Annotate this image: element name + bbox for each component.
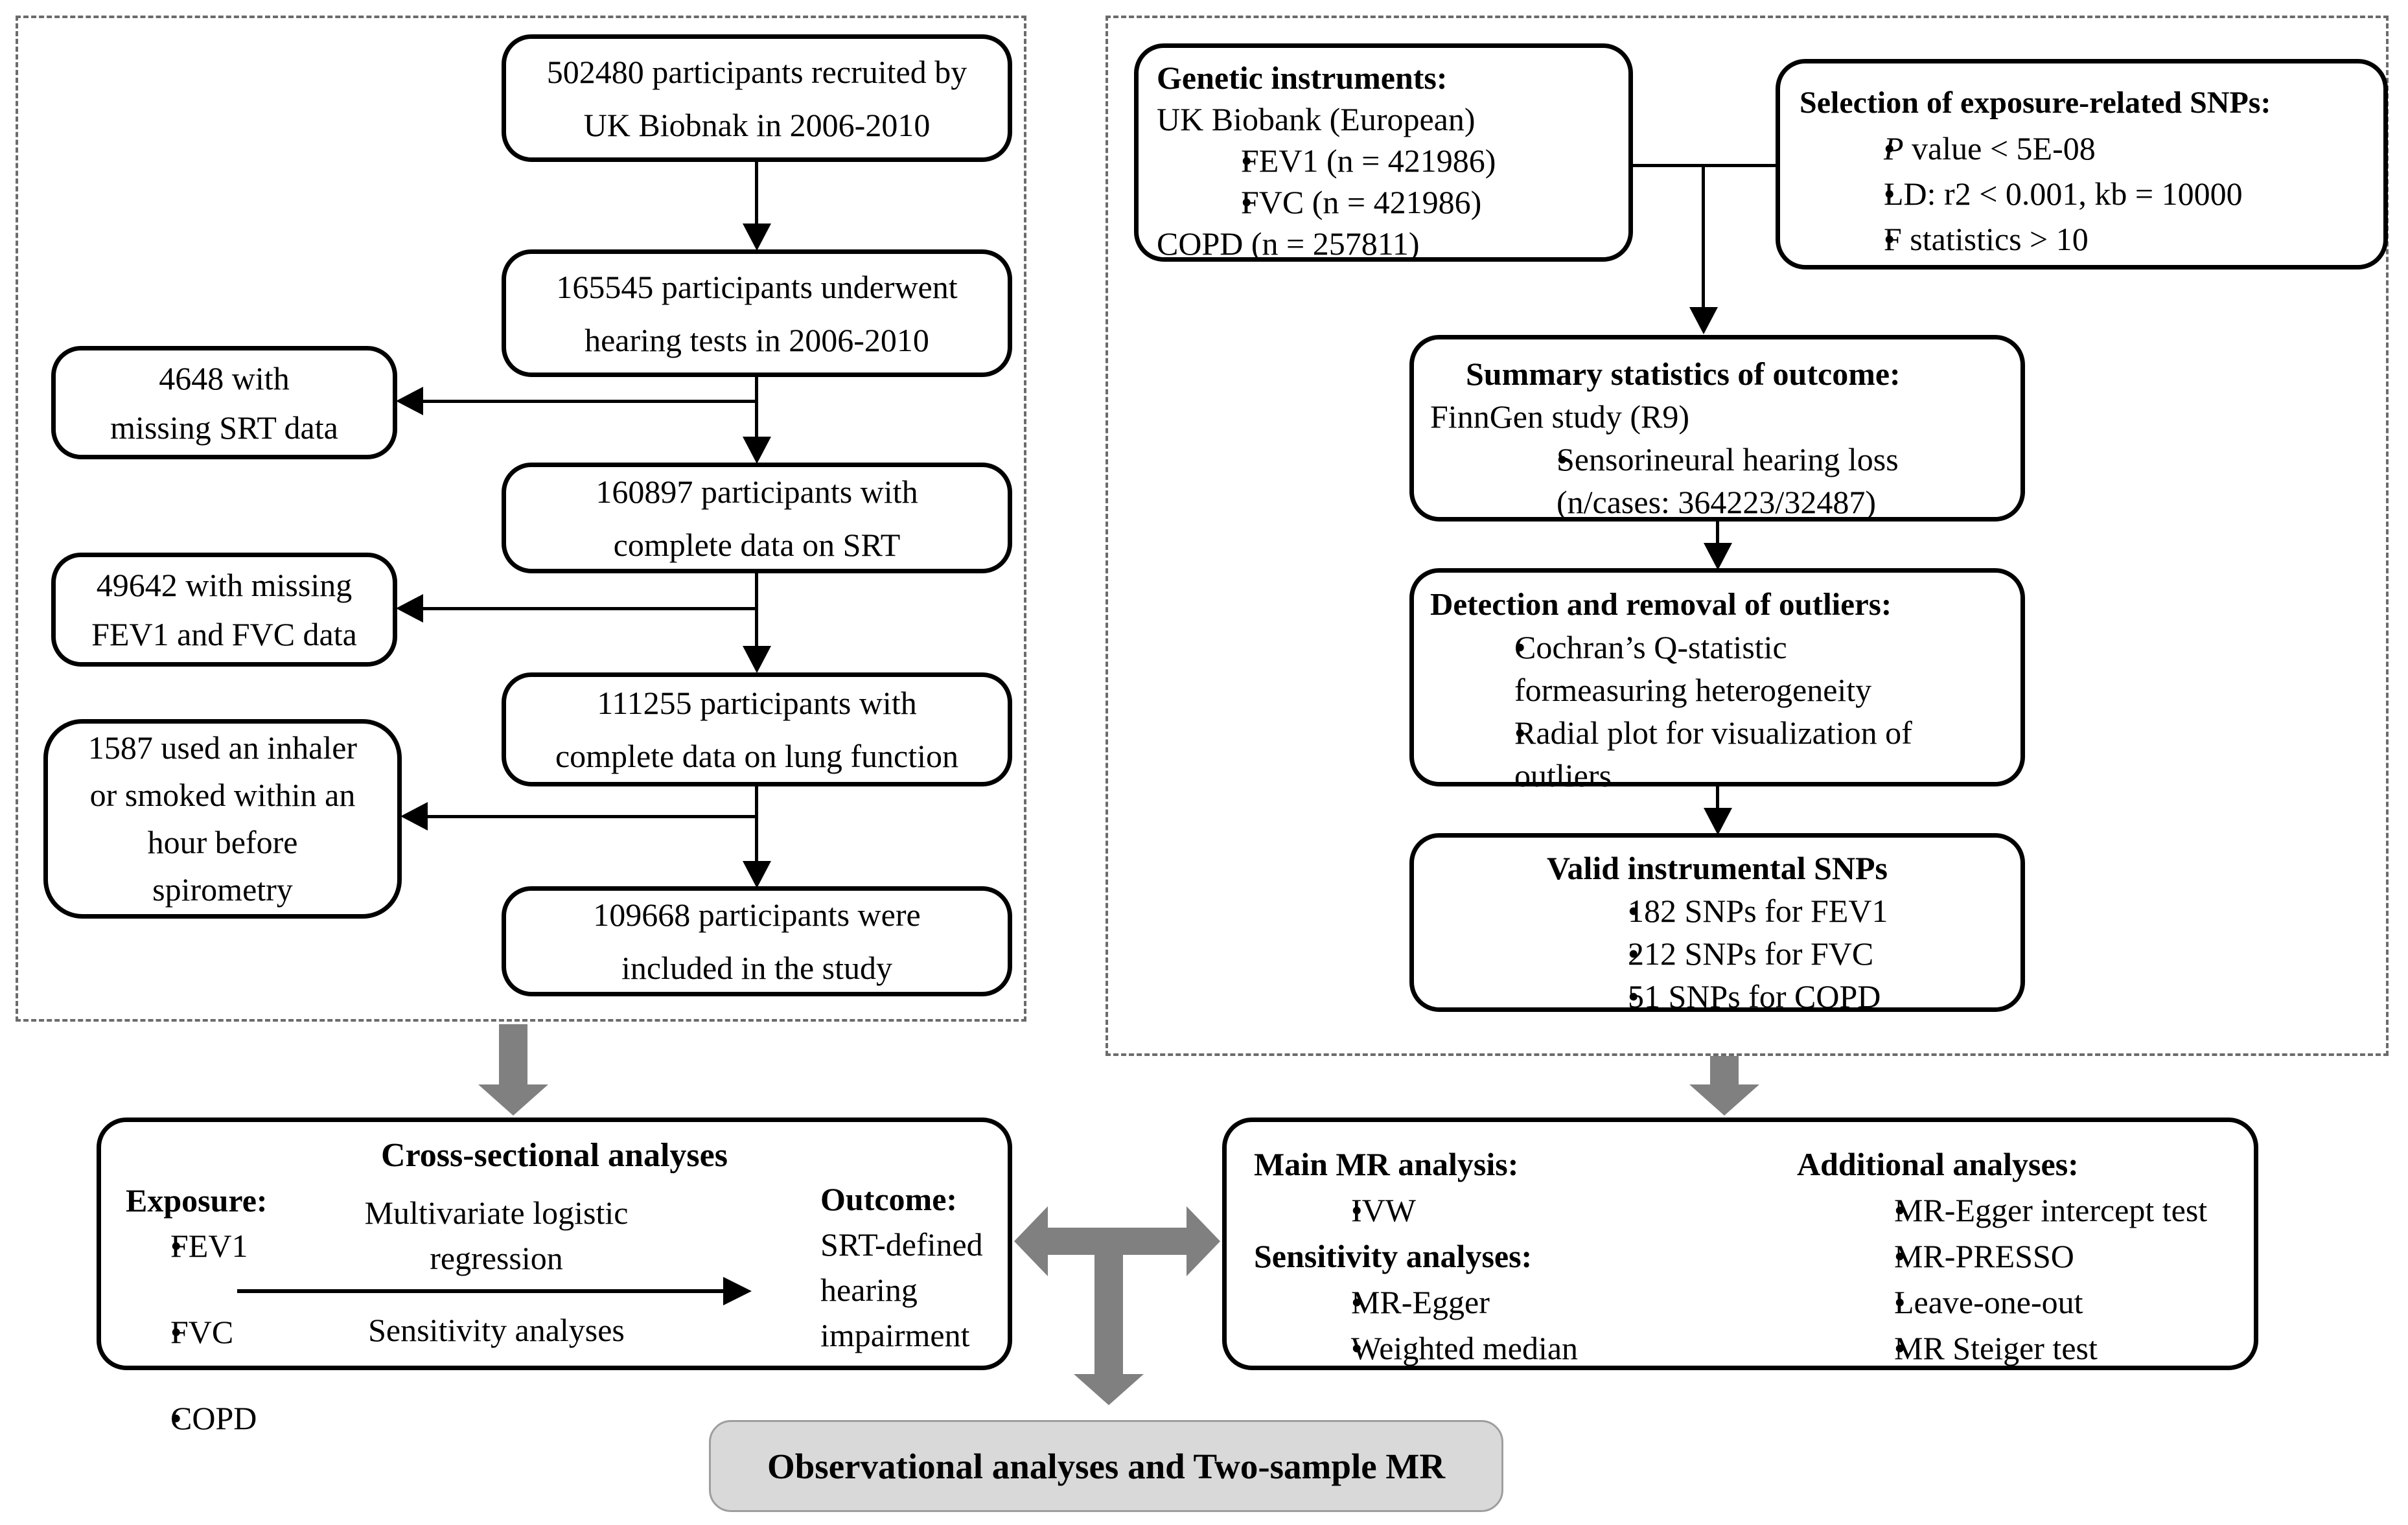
snp-selection-box xyxy=(1776,59,2388,269)
flow-box-recruited xyxy=(502,34,1012,162)
cross-sectional-title: Cross-sectional analyses xyxy=(381,1137,728,1174)
outlier-bullet-cochran-line2: formeasuring heterogeneity xyxy=(1514,672,1872,708)
connector-line xyxy=(755,786,758,863)
mr-right-column xyxy=(1797,1141,2207,1371)
outcome-summary-title: Summary statistics of outcome: xyxy=(1466,356,1901,392)
exclusion-text: spirometry xyxy=(152,871,293,908)
exclusion-text: 49642 with missing xyxy=(96,567,353,603)
connector-line xyxy=(422,607,757,610)
exposure-item-copd: • COPD xyxy=(130,1399,1037,1437)
flow-box-text: 111255 participants with xyxy=(597,685,917,721)
connector-line xyxy=(755,162,758,227)
outlier-bullet-radial: • Radial plot for visualization of xyxy=(1430,711,2020,754)
outcome-line1: SRT-defined xyxy=(820,1226,983,1263)
regression-label: Multivariate logistic regression xyxy=(364,1195,629,1276)
down-arrow-icon xyxy=(743,861,771,888)
valid-bullet-fev1: • 182 SNPs for FEV1 xyxy=(1569,889,2020,932)
gray-down-arrow-stem xyxy=(499,1024,527,1085)
flow-box-text: complete data on lung function xyxy=(555,738,959,774)
mr-bullet-steiger: • MR Steiger test xyxy=(1797,1325,2207,1371)
gray-down-arrow-icon xyxy=(1689,1084,1759,1116)
cross-sectional-box xyxy=(97,1118,1012,1436)
flow-box-text: 165545 participants underwent xyxy=(556,268,958,305)
outlier-detection-box xyxy=(1409,568,2025,794)
mr-sensitivity-title: Sensitivity analyses: xyxy=(1254,1238,1533,1274)
exclusion-box-missing-fev1-fvc xyxy=(51,553,397,667)
flow-box-text: 502480 participants recruited by xyxy=(546,53,967,90)
outlier-bullet-cochran: • Cochran’s Q-statistic xyxy=(1430,626,2020,669)
genetic-bullet-fev1: • FEV1 (n = 421986) xyxy=(1157,140,1628,181)
outlier-bullet-radial-line2: outliers xyxy=(1514,757,1612,794)
mr-analyses-box xyxy=(1222,1118,2258,1370)
exposure-item-fvc: • FVC xyxy=(130,1313,1037,1351)
flow-box-text: hearing tests in 2006-2010 xyxy=(585,321,929,358)
outcome-summary-box xyxy=(1409,335,2025,522)
valid-snps-title: Valid instrumental SNPs xyxy=(1546,850,1888,886)
valid-bullet-fvc: • 212 SNPs for FVC xyxy=(1569,932,2020,975)
connector-line xyxy=(1702,164,1705,309)
flow-box-text: included in the study xyxy=(621,950,892,986)
flow-box-complete-lung xyxy=(502,672,1012,786)
snp-bullet-ld: • LD: r2 < 0.001, kb = 10000 xyxy=(1800,171,2383,216)
flow-box-included xyxy=(502,886,1012,996)
exclusion-box-inhaler-smoked xyxy=(43,719,402,919)
down-arrow-icon xyxy=(1689,307,1718,334)
exclusion-text: missing SRT data xyxy=(110,409,338,446)
exclusion-box-missing-srt xyxy=(51,346,397,459)
exposure-title: Exposure: xyxy=(126,1182,268,1219)
down-arrow-icon xyxy=(1704,808,1732,835)
genetic-cohort-label: UK Biobank (European) xyxy=(1157,101,1476,137)
exclusion-text: FEV1 and FVC data xyxy=(91,616,357,652)
mr-bullet-egger: • MR-Egger xyxy=(1254,1279,1578,1325)
regression-arrow-line xyxy=(237,1289,724,1293)
mr-bullet-leave-one-out: • Leave-one-out xyxy=(1797,1279,2207,1325)
gray-down-arrow-stem xyxy=(1094,1255,1123,1375)
mr-bullet-presso: • MR-PRESSO xyxy=(1797,1233,2207,1279)
flow-box-hearing-tests xyxy=(502,249,1012,377)
mr-bullet-egger-intercept: • MR-Egger intercept test xyxy=(1797,1187,2207,1233)
left-arrow-icon xyxy=(396,387,423,415)
outcome-line3: impairment xyxy=(820,1317,970,1353)
down-arrow-icon xyxy=(743,224,771,251)
finngen-label: FinnGen study (R9) xyxy=(1430,398,1689,435)
connector-line xyxy=(755,377,758,439)
exposure-item-fev1: • FEV1 xyxy=(130,1227,1037,1265)
exclusion-text: 1587 used an inhaler xyxy=(87,729,358,766)
flow-box-text: 109668 participants were xyxy=(593,897,921,933)
down-arrow-icon xyxy=(743,646,771,673)
footer-summary-box xyxy=(709,1420,1503,1512)
mr-bullet-weighted-median: • Weighted median xyxy=(1254,1325,1578,1371)
snp-selection-title: Selection of exposure-related SNPs: xyxy=(1800,86,2271,120)
main-mr-title: Main MR analysis: xyxy=(1254,1146,1519,1182)
genetic-instruments-title: Genetic instruments: xyxy=(1157,60,1448,96)
connector-line xyxy=(426,815,757,818)
gray-right-arrow-icon xyxy=(1187,1206,1220,1276)
outcome-title: Outcome: xyxy=(820,1181,958,1217)
gray-down-arrow-icon xyxy=(478,1084,548,1116)
left-arrow-icon xyxy=(400,802,428,831)
flow-box-complete-srt xyxy=(502,463,1012,573)
flow-box-text: 160897 participants with xyxy=(596,473,918,510)
right-arrow-icon xyxy=(723,1277,752,1305)
snp-bullet-pvalue: • P value < 5E-08 xyxy=(1800,126,2383,171)
connector-line xyxy=(422,400,757,403)
flow-box-text: UK Biobnak in 2006-2010 xyxy=(583,106,931,143)
genetic-copd-label: COPD (n = 257811) xyxy=(1157,225,1420,262)
outcome-bullet-hearing-loss: • Sensorineural hearing loss xyxy=(1430,438,2020,481)
genetic-instruments-box xyxy=(1134,43,1633,262)
connector-line xyxy=(755,573,758,648)
down-arrow-icon xyxy=(1704,543,1732,570)
gray-down-arrow-stem xyxy=(1710,1056,1739,1085)
mr-bullet-ivw: • IVW xyxy=(1254,1187,1578,1233)
exclusion-text: or smoked within an xyxy=(89,777,356,813)
mr-left-column xyxy=(1254,1141,1578,1371)
left-arrow-icon xyxy=(396,594,423,623)
outcome-line2: hearing xyxy=(820,1272,918,1308)
gray-double-arrow-bar xyxy=(1047,1228,1188,1255)
valid-bullet-copd: • 51 SNPs for COPD xyxy=(1569,975,2020,1018)
outlier-detection-title: Detection and removal of outliers: xyxy=(1430,586,1892,622)
genetic-bullet-fvc: • FVC (n = 421986) xyxy=(1157,181,1628,223)
exclusion-text: hour before xyxy=(147,824,298,860)
down-arrow-icon xyxy=(743,437,771,464)
outcome-cases-label: (n/cases: 364223/32487) xyxy=(1557,484,1876,520)
valid-snps-box xyxy=(1409,833,2025,1015)
exclusion-text: 4648 with xyxy=(159,360,290,396)
sensitivity-label: Sensitivity analyses xyxy=(368,1312,625,1348)
flow-box-text: complete data on SRT xyxy=(613,526,901,563)
snp-bullet-fstat: • F statistics > 10 xyxy=(1800,216,2383,262)
footer-summary-label: Observational analyses and Two-sample MR xyxy=(767,1446,1446,1486)
additional-analyses-title: Additional analyses: xyxy=(1797,1146,2079,1182)
gray-down-arrow-icon xyxy=(1074,1374,1144,1405)
